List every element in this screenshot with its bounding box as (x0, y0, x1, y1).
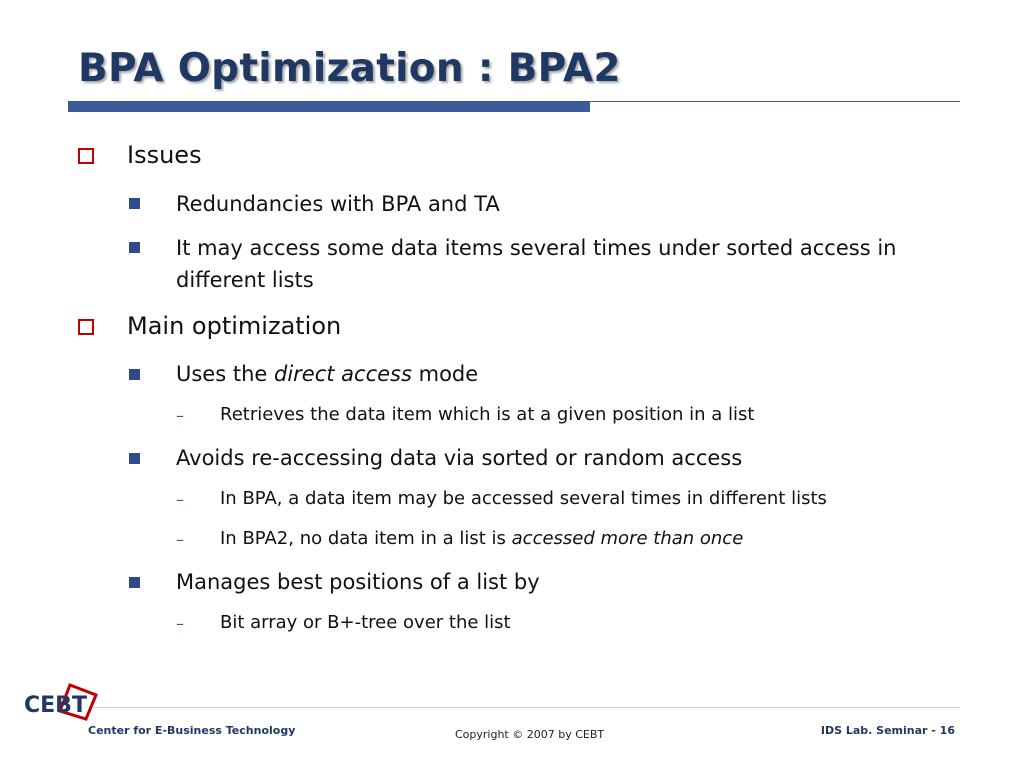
level2-bullet-icon (129, 453, 140, 464)
issue-item-1: Redundancies with BPA and TA (176, 192, 500, 216)
dash-bullet-icon: – (176, 406, 184, 425)
level2-bullet-icon (129, 369, 140, 380)
level1-bullet-icon (78, 319, 94, 335)
cebt-logo (22, 681, 102, 721)
level2-bullet-icon (129, 198, 140, 209)
footer-page-number: IDS Lab. Seminar - 16 (820, 724, 955, 737)
level2-bullet-icon (129, 577, 140, 588)
subitem-emphasis: accessed more than once (511, 528, 744, 549)
optimization-item-1 (176, 358, 946, 390)
footer-organization: Center for E-Business Technology (88, 724, 296, 737)
optimization-item-3: Manages best positions of a list by (176, 570, 540, 594)
footer-rule (92, 707, 960, 708)
dash-bullet-icon: – (176, 614, 184, 633)
footer-copyright: Copyright © 2007 by CEBT (455, 728, 605, 741)
level2-bullet-icon (129, 242, 140, 253)
level1-bullet-icon (78, 148, 94, 164)
dash-bullet-icon: – (176, 490, 184, 509)
dash-bullet-icon: – (176, 530, 184, 549)
optimization-subitem-1: Retrieves the data item which is at a given position in a list (220, 404, 755, 425)
optimization-subitem-3 (220, 528, 743, 549)
item-prefix: Uses the (176, 362, 274, 386)
optimization-item-2: Avoids re-accessing data via sorted or random access (176, 446, 743, 470)
section-heading-main-optimization: Main optimization (127, 312, 342, 340)
slide-title: BPA Optimization : BPA2 (78, 46, 621, 91)
optimization-subitem-2: In BPA, a data item may be accessed several times in different lists (220, 488, 827, 509)
subitem-prefix: In BPA2, no data item in a list is (220, 528, 512, 549)
optimization-subitem-4: Bit array or B+-tree over the list (220, 612, 511, 633)
item-suffix: mode (411, 362, 479, 386)
title-rule-thick (68, 101, 590, 112)
logo-text: CEBT (24, 693, 87, 718)
title-rule-thin (590, 101, 960, 102)
issue-item-2: It may access some data items several times under sorted access in different lists (176, 236, 897, 292)
section-heading-issues: Issues (127, 141, 202, 169)
item-emphasis: direct access (274, 362, 412, 386)
